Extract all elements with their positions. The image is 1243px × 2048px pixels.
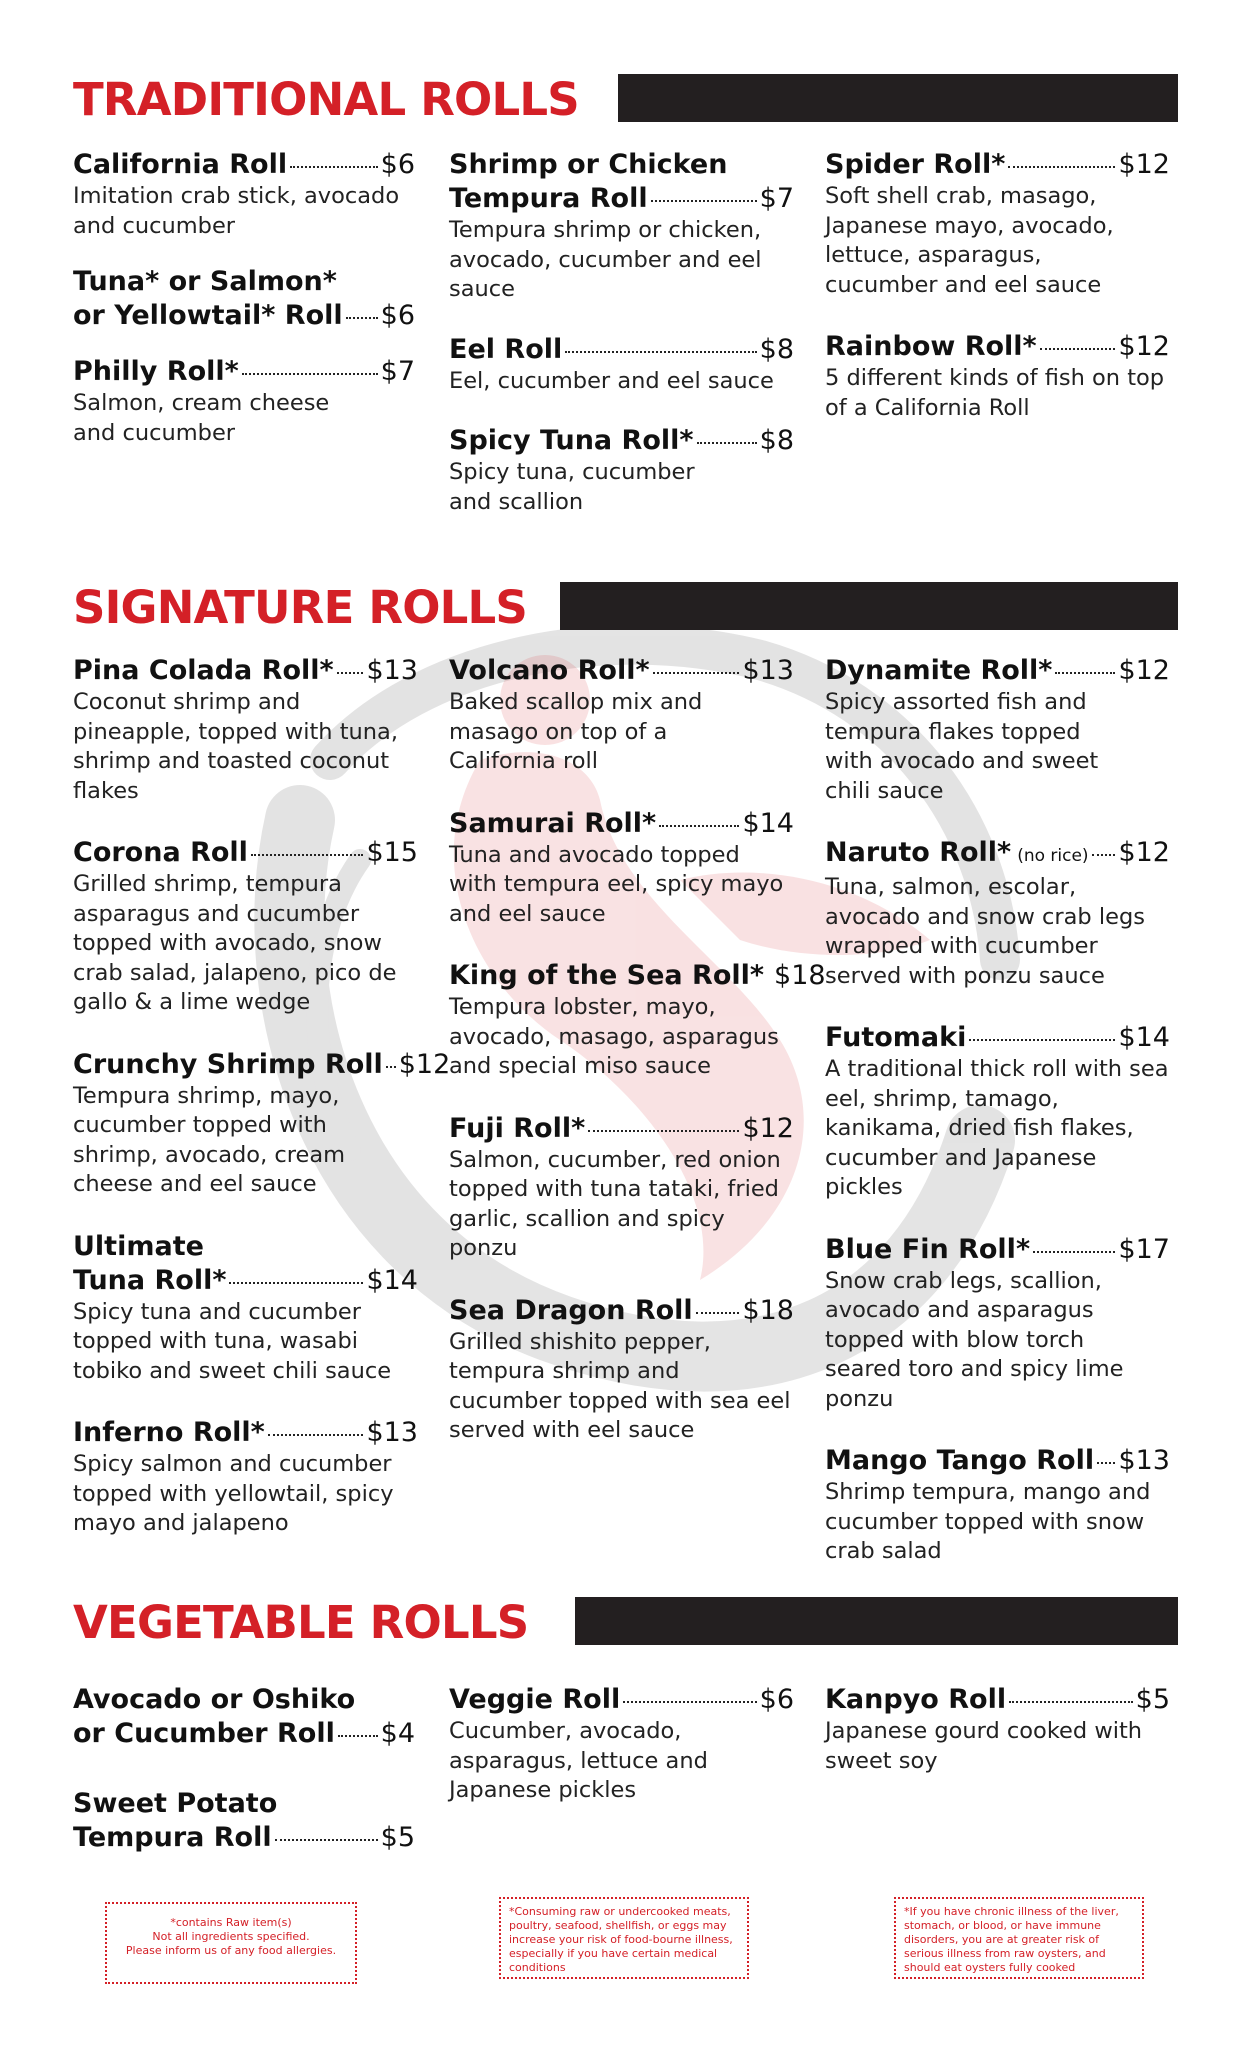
dot-leader xyxy=(1092,854,1116,856)
item-name: Fuji Roll* xyxy=(449,1112,586,1144)
traditional-rolls-header xyxy=(73,74,1178,126)
menu-item xyxy=(449,1683,794,1806)
item-price: $13 xyxy=(1118,1445,1170,1476)
menu-item xyxy=(825,1233,1170,1415)
item-description: Soft shell crab, masago, Japanese mayo, avocado, lettuce, asparagus, cucumber and eel sauce xyxy=(825,183,1114,298)
item-name: Volcano Roll* xyxy=(449,655,650,686)
item-name: Rainbow Roll* xyxy=(825,331,1037,362)
dot-leader xyxy=(1040,348,1116,350)
dot-leader xyxy=(969,1039,1115,1041)
section-bar xyxy=(618,74,1178,122)
menu-item xyxy=(825,1021,1170,1203)
item-price: $6 xyxy=(380,300,415,331)
dot-leader xyxy=(696,1312,740,1314)
signature-col-2 xyxy=(449,654,826,1446)
item-name: Corona Roll xyxy=(73,837,248,868)
item-name: Dynamite Roll* xyxy=(825,655,1053,686)
section-title: SIGNATURE ROLLS xyxy=(73,581,528,634)
item-price: $7 xyxy=(759,183,794,214)
item-description: Tuna, salmon, escolar, avocado and snow crab legs wrapped with cucumber served with ponzu sauce xyxy=(825,874,1145,989)
section-title: TRADITIONAL ROLLS xyxy=(73,73,579,126)
menu-item xyxy=(825,1444,1170,1567)
undercooked-warning-notice: *Consuming raw or undercooked meats, poultry, seafood, shellfish, or eggs may increase your risk of food-bourne illness, especially if you have certain medical conditions xyxy=(499,1897,749,1979)
item-description: Grilled shrimp, tempura asparagus and cucumber topped with avocado, snow crab salad, jalapeno, pico de gallo & a lime wedge xyxy=(73,871,397,1015)
dot-leader xyxy=(1097,1462,1115,1464)
item-price: $12 xyxy=(1118,655,1170,686)
item-price: $4 xyxy=(380,1718,415,1749)
item-price: $18 xyxy=(774,960,826,991)
dot-leader xyxy=(1055,672,1115,674)
item-name: California Roll xyxy=(73,149,288,180)
item-name: Samurai Roll* xyxy=(449,807,657,839)
item-description: Spicy tuna, cucumber and scallion xyxy=(449,459,695,515)
menu-item xyxy=(449,959,826,1082)
item-description: Japanese gourd cooked with sweet soy xyxy=(825,1718,1143,1774)
item-name: Futomaki xyxy=(825,1022,967,1053)
item-price: $6 xyxy=(380,149,415,180)
item-price: $12 xyxy=(1118,149,1170,180)
item-price: $12 xyxy=(1118,331,1170,362)
item-description: Spicy salmon and cucumber topped with yellowtail, spicy mayo and jalapeno xyxy=(73,1451,394,1536)
item-name: Inferno Roll* xyxy=(73,1417,265,1448)
item-name: Kanpyo Roll xyxy=(825,1684,1007,1715)
item-name: or Cucumber Roll xyxy=(73,1718,335,1749)
dot-leader xyxy=(1008,166,1115,168)
dot-leader xyxy=(290,166,378,168)
item-name-line1: Sweet Potato xyxy=(73,1788,278,1819)
menu-item xyxy=(73,355,415,448)
vegetable-col-2 xyxy=(449,1683,794,1806)
item-name: Naruto Roll* xyxy=(825,837,1012,868)
traditional-col-3 xyxy=(825,148,1170,423)
item-name-line1: Avocado or Oshiko xyxy=(73,1684,356,1715)
dot-leader xyxy=(337,672,364,674)
dot-leader xyxy=(697,442,757,444)
item-price: $14 xyxy=(366,1264,418,1296)
dot-leader xyxy=(565,351,756,353)
signature-col-3 xyxy=(825,654,1170,1567)
item-description: Snow crab legs, scallion, avocado and asparagus topped with blow torch seared toro and spicy lime ponzu xyxy=(825,1267,1124,1412)
menu-item xyxy=(449,1112,794,1264)
menu-item xyxy=(73,836,418,1018)
item-name: Pina Colada Roll* xyxy=(73,655,334,686)
item-description: Coconut shrimp and pineapple, topped with tuna, shrimp and toasted coconut flakes xyxy=(73,689,398,804)
traditional-col-2 xyxy=(449,148,794,517)
dot-leader xyxy=(623,1701,756,1703)
raw-oysters-warning-notice: *If you have chronic illness of the liver, stomach, or blood, or have immune disorders, you are at greater risk of serious illness from raw oysters, and should eat oysters fully cooked xyxy=(894,1897,1144,1979)
item-price: $15 xyxy=(366,837,418,868)
section-bar xyxy=(560,582,1178,630)
item-name: Sea Dragon Roll xyxy=(449,1294,693,1326)
item-price: $12 xyxy=(398,1048,451,1080)
item-price: $13 xyxy=(366,1417,418,1448)
item-price: $13 xyxy=(366,655,418,686)
traditional-col-1 xyxy=(73,148,415,448)
menu-item xyxy=(825,148,1170,300)
dot-leader xyxy=(229,1282,363,1284)
menu-item xyxy=(825,836,1170,991)
item-name: Mango Tango Roll xyxy=(825,1445,1095,1476)
menu-item xyxy=(449,424,794,517)
item-description: Baked scallop mix and masago on top of a California roll xyxy=(449,689,703,774)
item-price: $7 xyxy=(380,356,415,387)
item-name: Blue Fin Roll* xyxy=(825,1233,1031,1265)
menu-item xyxy=(449,807,794,930)
menu-item xyxy=(73,1787,415,1855)
item-description: Tempura lobster, mayo, avocado, masago, asparagus and special miso sauce xyxy=(449,994,779,1079)
item-description: 5 different kinds of fish on top of a California Roll xyxy=(825,365,1165,421)
item-name: or Yellowtail* Roll xyxy=(73,300,343,331)
item-description: Tempura shrimp, mayo, cucumber topped with shrimp, avocado, cream cheese and eel sauce xyxy=(73,1082,346,1197)
menu-item xyxy=(73,265,415,333)
item-description: Spicy assorted fish and tempura flakes topped with avocado and sweet chili sauce xyxy=(825,689,1099,804)
dot-leader xyxy=(386,1066,396,1068)
menu-item xyxy=(449,1294,794,1446)
dot-leader xyxy=(251,854,364,856)
item-price: $13 xyxy=(742,655,794,686)
item-price: $6 xyxy=(759,1684,794,1715)
item-description: Tempura shrimp or chicken, avocado, cucumber and eel sauce xyxy=(449,217,762,302)
item-name: Spicy Tuna Roll* xyxy=(449,425,694,456)
item-price: $17 xyxy=(1118,1233,1170,1265)
item-name: Veggie Roll xyxy=(449,1684,621,1715)
item-name: Spider Roll* xyxy=(825,149,1006,180)
section-title: VEGETABLE ROLLS xyxy=(73,1596,529,1649)
item-description: Tuna and avocado topped with tempura eel, spicy mayo and eel sauce xyxy=(449,841,784,927)
dot-leader xyxy=(651,200,757,202)
item-price: $8 xyxy=(759,333,794,365)
menu-item xyxy=(449,333,794,397)
dot-leader xyxy=(338,1735,378,1737)
dot-leader xyxy=(275,1839,378,1841)
menu-item xyxy=(73,1230,418,1387)
section-bar xyxy=(575,1597,1178,1645)
item-price: $5 xyxy=(380,1822,415,1853)
vegetable-rolls-header xyxy=(73,1597,1178,1649)
item-description: Cucumber, avocado, asparagus, lettuce and Japanese pickles xyxy=(449,1718,708,1803)
item-description: Grilled shishito pepper, tempura shrimp and cucumber topped with sea eel served with eel sauce xyxy=(449,1328,791,1443)
item-name: Eel Roll xyxy=(449,333,563,365)
item-note: (no rice) xyxy=(1017,846,1089,866)
item-name-line1: Ultimate xyxy=(73,1230,204,1262)
item-description: Imitation crab stick, avocado and cucumber xyxy=(73,183,400,239)
item-name: Tempura Roll xyxy=(449,183,648,214)
dot-leader xyxy=(588,1130,739,1132)
item-description: Spicy tuna and cucumber topped with tuna, wasabi tobiko and sweet chili sauce xyxy=(73,1298,392,1384)
item-name: Crunchy Shrimp Roll xyxy=(73,1048,383,1080)
item-name: King of the Sea Roll* xyxy=(449,960,765,991)
item-price: $14 xyxy=(742,807,794,839)
dot-leader xyxy=(242,373,378,375)
item-name-line1: Tuna* or Salmon* xyxy=(73,266,337,297)
item-name-line1: Shrimp or Chicken xyxy=(449,149,728,180)
item-price: $5 xyxy=(1135,1684,1170,1715)
menu-item xyxy=(73,1683,415,1751)
item-description: Shrimp tempura, mango and cucumber topped with snow crab salad xyxy=(825,1479,1151,1564)
item-name: Tuna Roll* xyxy=(73,1264,227,1296)
dot-leader xyxy=(268,1434,364,1436)
item-price: $14 xyxy=(1118,1022,1170,1053)
menu-item xyxy=(73,148,415,241)
menu-item xyxy=(73,1416,418,1539)
item-price: $8 xyxy=(759,425,794,456)
dot-leader xyxy=(1009,1701,1133,1703)
dot-leader xyxy=(1033,1251,1115,1253)
vegetable-col-3 xyxy=(825,1683,1170,1776)
raw-items-notice: *contains Raw item(s) Not all ingredients specified. Please inform us of any food allergies. xyxy=(105,1902,357,1984)
item-price: $12 xyxy=(742,1112,794,1144)
dot-leader xyxy=(346,317,378,319)
dot-leader xyxy=(659,825,739,827)
item-price: $18 xyxy=(742,1294,794,1326)
dot-leader xyxy=(653,672,740,674)
item-description: Salmon, cream cheese and cucumber xyxy=(73,390,330,446)
item-description: A traditional thick roll with sea eel, shrimp, tamago, kanikama, dried fish flakes, cucumber and Japanese pickles xyxy=(825,1056,1169,1200)
menu-item xyxy=(825,654,1170,806)
vegetable-col-1 xyxy=(73,1683,415,1855)
item-description: Eel, cucumber and eel sauce xyxy=(449,367,774,394)
item-name: Tempura Roll xyxy=(73,1822,272,1853)
menu-item xyxy=(73,654,418,806)
menu-item xyxy=(449,148,794,305)
item-description: Salmon, cucumber, red onion topped with tuna tataki, fried garlic, scallion and spicy ponzu xyxy=(449,1146,781,1261)
menu-item xyxy=(73,1048,451,1200)
menu-item xyxy=(825,330,1170,423)
signature-col-1 xyxy=(73,654,451,1539)
item-price: $12 xyxy=(1118,837,1170,868)
menu-item xyxy=(449,654,794,777)
item-name: Philly Roll* xyxy=(73,356,239,387)
menu-item xyxy=(825,1683,1170,1776)
signature-rolls-header xyxy=(73,582,1178,634)
